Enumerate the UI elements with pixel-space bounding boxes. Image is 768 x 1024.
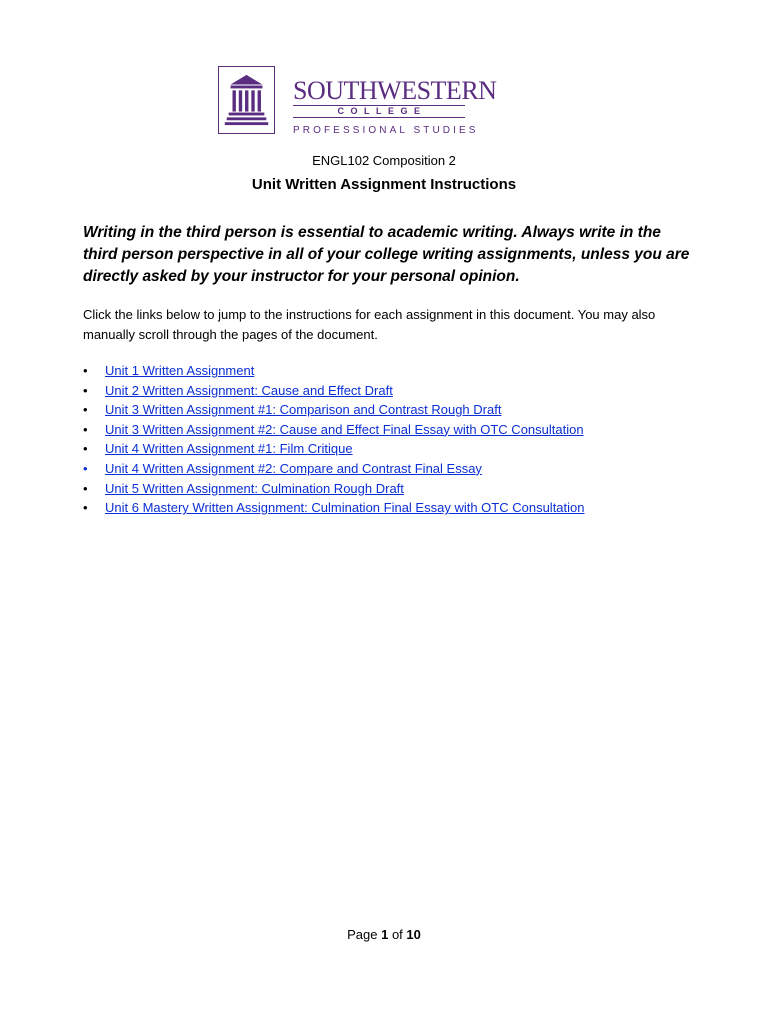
page-number [0, 927, 768, 942]
list-item [83, 381, 585, 401]
assignment-link[interactable]: Unit 2 Written Assignment: Cause and Effect Draft [105, 382, 393, 398]
list-item [83, 498, 585, 518]
third-person-note: Writing in the third person is essential to academic writing. Always write in the third person perspective in all of your college writing assignments, unless you are directly asked by your instructor for your personal opinion. [83, 224, 690, 285]
bullet-icon: • [83, 402, 88, 418]
list-item [83, 420, 585, 440]
assignment-link[interactable]: Unit 3 Written Assignment #1: Comparison and Contrast Rough Draft [105, 402, 502, 418]
brand-name: SOUTHWESTERN [293, 76, 497, 105]
assignment-link[interactable]: Unit 1 Written Assignment [105, 363, 255, 378]
page-label: Page [347, 927, 378, 942]
list-item [83, 439, 585, 459]
bullet-icon: • [83, 363, 88, 378]
page-total: 10 [406, 927, 421, 942]
course-name: ENGL102 Composition 2 [312, 153, 456, 168]
list-item [83, 459, 585, 479]
building-icon [219, 67, 274, 133]
college-logo-icon [218, 66, 275, 134]
assignment-link[interactable]: Unit 5 Written Assignment: Culmination Rough Draft [105, 480, 404, 496]
brand-sub: COLLEGE [293, 105, 465, 118]
list-item [83, 361, 585, 381]
assignment-link[interactable]: Unit 3 Written Assignment #2: Cause and Effect Final Essay with OTC Consultation [105, 421, 584, 437]
brand-division: PROFESSIONAL STUDIES [293, 125, 479, 136]
bullet-icon: • [83, 500, 88, 516]
bullet-icon: • [83, 421, 88, 437]
list-item [83, 479, 585, 499]
document-title: Unit Written Assignment Instructions [251, 176, 517, 193]
page-of: of [391, 927, 403, 942]
list-item [83, 400, 585, 420]
college-wordmark [293, 76, 497, 136]
assignment-link[interactable]: Unit 6 Mastery Written Assignment: Culmination Final Essay with OTC Consultation [105, 500, 585, 516]
assignment-link[interactable]: Unit 4 Written Assignment #1: Film Critique [105, 441, 353, 457]
bullet-icon: • [83, 441, 88, 457]
intro-paragraph: Click the links below to jump to the instructions for each assignment in this document. You may also manually scroll through the pages of the document. [83, 307, 656, 342]
assignment-link[interactable]: Unit 4 Written Assignment #2: Compare and Contrast Final Essay [105, 460, 482, 476]
bullet-icon: • [83, 382, 88, 398]
bullet-icon: • [83, 460, 88, 476]
bullet-icon: • [83, 480, 88, 496]
assignment-link-list [83, 361, 585, 518]
page-current: 1 [381, 927, 389, 942]
